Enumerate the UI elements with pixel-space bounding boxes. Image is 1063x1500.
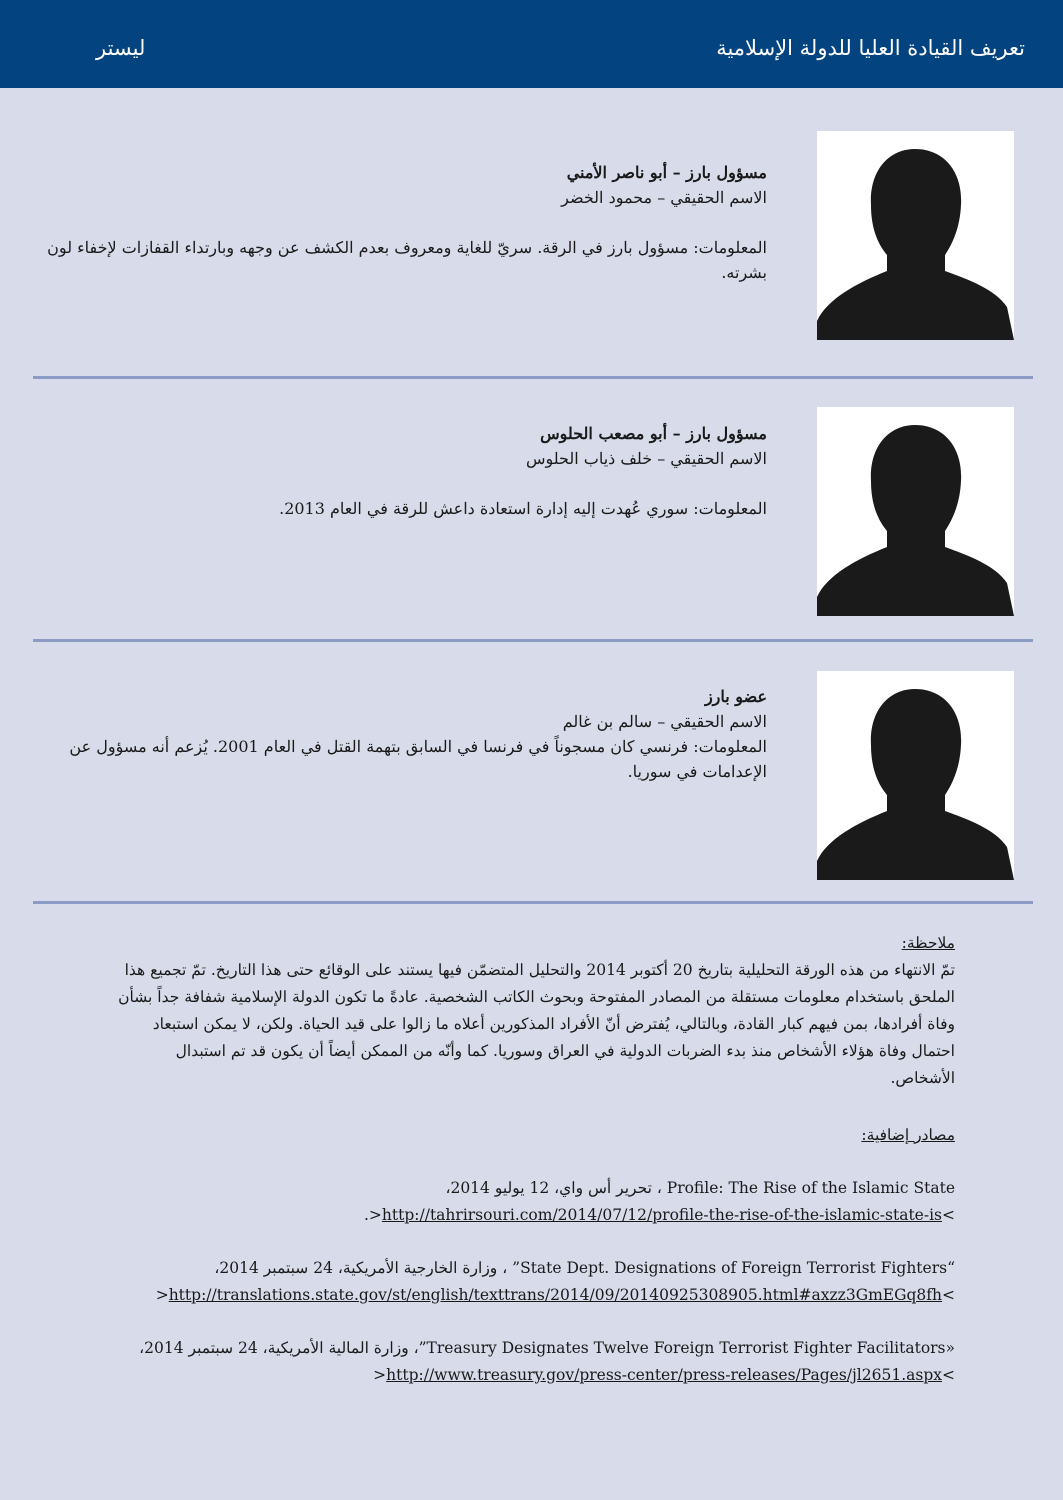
source-tail: <. — [364, 1206, 382, 1224]
source-item — [108, 1255, 955, 1309]
note-heading: ملاحظة: — [901, 934, 955, 952]
notes-section — [108, 930, 955, 1389]
source-text: “State Dept. Designations of Foreign Terrorist Fighters” ، وزارة الخارجية الأمريكية، 24 سبتمبر 2014، > — [214, 1259, 955, 1304]
section-divider — [33, 639, 1033, 642]
source-text: Profile: The Rise of the Islamic State ، تحرير أس واي، 12 يوليو 2014، > — [445, 1179, 955, 1224]
person-silhouette-icon — [817, 131, 1014, 340]
page-header — [0, 0, 1063, 88]
profile-info: المعلومات: فرنسي كان مسجوناً في فرنسا في السابق بتهمة القتل في العام 2001. يُزعم أنه مسؤول عن الإعدامات في سوريا. — [69, 737, 767, 781]
profile-real-name: الاسم الحقيقي – خلف ذياب الحلوس — [525, 449, 767, 468]
profile-text — [47, 421, 767, 521]
profile-card — [33, 406, 1033, 616]
profile-name: عضو بارز — [704, 687, 767, 706]
source-link[interactable]: http://translations.state.gov/st/english/texttrans/2014/09/20140925308905.html#axzz3GmEGq8fh — [168, 1286, 942, 1304]
source-link[interactable]: http://www.treasury.gov/press-center/press-releases/Pages/jl2651.aspx — [386, 1366, 942, 1384]
profile-info: المعلومات: سوري عُهدت إليه إدارة استعادة داعش للرقة في العام 2013. — [279, 499, 767, 518]
profile-real-name: الاسم الحقيقي – سالم بن غالم — [562, 712, 767, 731]
source-item — [108, 1175, 955, 1229]
profile-real-name: الاسم الحقيقي – محمود الخضر — [561, 188, 767, 207]
profile-text — [47, 684, 767, 784]
organization-name: ليستر — [96, 36, 146, 60]
note-body: تمّ الانتهاء من هذه الورقة التحليلية بتاريخ 20 أكتوبر 2014 والتحليل المتضمّن فيها يستند على الوقائع حتى هذا التاريخ. تمّ تجميع هذا الملحق باستخدام معلومات مستقلة من المصادر المفتوحة وبحوث الكاتب الشخصية. عادةً ما تكون الدولة الإسلامية شفافة جداً بشأن وفاة أفرادها، بمن فيهم كبار القادة، وبالتالي، يُفترض أنّ الأفراد المذكورين أعلاه ما زالوا على قيد الحياة. ولكن، لا يمكن استبعاد احتمال وفاة هؤلاء الأشخاص منذ بدء الضربات الدولية في العراق وسوريا. كما وأنّه من الممكن أيضاً أن يكون قد تم استبدال الأشخاص. — [118, 961, 955, 1087]
sources-heading: مصادر إضافية: — [861, 1126, 955, 1144]
profile-card — [33, 670, 1033, 880]
profile-info: المعلومات: مسؤول بارز في الرقة. سريّ للغاية ومعروف بعدم الكشف عن وجهه وبارتداء القفازات لإخفاء لون بشرته. — [47, 238, 767, 282]
source-tail: < — [373, 1366, 387, 1384]
person-silhouette-icon — [817, 407, 1014, 616]
source-text: «Treasury Designates Twelve Foreign Terrorist Fighter Facilitators”، وزارة المالية الأمريكية، 24 سبتمبر 2014، > — [139, 1339, 955, 1384]
person-silhouette-icon — [817, 671, 1014, 880]
source-link[interactable]: http://tahrirsouri.com/2014/07/12/profile-the-rise-of-the-islamic-state-is — [381, 1206, 942, 1224]
source-tail: < — [155, 1286, 169, 1304]
source-item — [108, 1335, 955, 1389]
section-divider — [33, 901, 1033, 904]
section-divider — [33, 376, 1033, 379]
profile-name: مسؤول بارز – أبو مصعب الحلوس — [540, 424, 767, 443]
document-title: تعريف القيادة العليا للدولة الإسلامية — [716, 36, 1025, 60]
profile-card — [33, 130, 1033, 340]
profile-text — [47, 160, 767, 285]
profile-name: مسؤول بارز – أبو ناصر الأمني — [566, 163, 767, 182]
